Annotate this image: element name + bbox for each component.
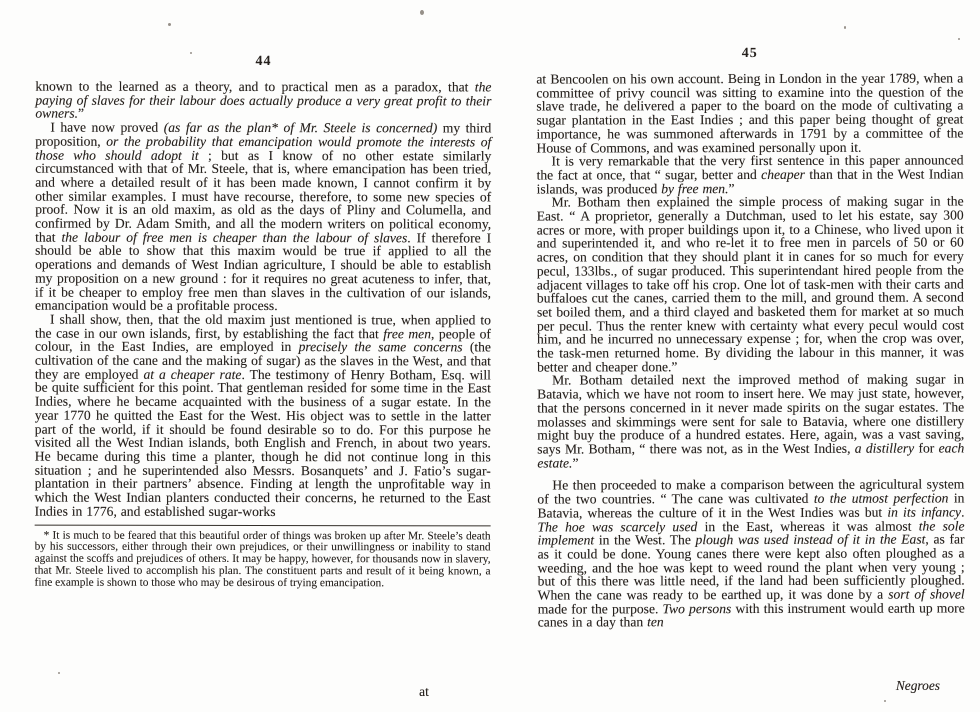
page-number-left: 44 xyxy=(255,53,272,70)
page-44 xyxy=(35,54,492,590)
scan-speck xyxy=(420,10,424,15)
paragraph: He then proceeded to make a comparison between the agricultural system of the two countries. “ The cane was cultivated to the utmost perfection in Batavia, whereas the culture of it in the West Indies was but in its infancy. The hoe was scarcely used in the East, whereas it was almost the sole implement in the West. The plough was used instead of it in the East, as far as it could be done. Young canes there were kept also often ploughed as a weeding, and the hoe was kept to weed round the plant when very young ; but of this there was little need, if the land had been sufficiently ploughed. When the cane was ready to be earthed up, it was done by a sort of shovel made for the purpose. Two persons with this instrument would earth up more canes in a day than ten xyxy=(537,476,965,630)
paragraph: at Bencoolen on his own account. Being in London in the year 1789, when a committee of privy council was sitting to examine into the question of the slave trade, he delivered a paper to the board on the mode of cultivating a sugar plantation in the East Indies ; and this paper being thought of great importance, he was summoned afterwards in 1791 by a committee of the House of Commons, and was examined personally upon it. xyxy=(536,70,964,156)
catchword-right: Negroes xyxy=(895,678,940,693)
catchword-left: at xyxy=(419,684,429,699)
scan-speck xyxy=(190,52,192,54)
scan-speck xyxy=(844,26,846,29)
paragraph: known to the learned as a theory, and to practical men as a paradox, that the paying of slaves for their labour does actually produce a very great profit to their owners.” xyxy=(35,78,492,122)
page-44-footnote xyxy=(35,530,491,590)
paragraph: * It is much to be feared that this beautiful order of things was broken up after Mr. Steele’s death by his successors, either through their own prejudices, or their unwillingness or inability to stand against the scoffs and prejudices of others. It may be happy, however, for thousands now in slavery, that Mr. Steele lived to accomplish his plan. The constituent parts and result of it being known, a fine example is shown to those who may be desirous of trying emancipation. xyxy=(34,529,491,589)
scan-speck xyxy=(168,23,171,26)
paragraph: Mr. Botham then explained the simple process of making sugar in the East. “ A proprietor, generally a Dutchman, used to let his estate, say 300 acres or more, with proper buildings upon it, to a Chinese, who lived upon it and superintended it, and who re-let it to free men in parcels of 50 or 60 acres, on condition that they should plant it in canes for so much for every pecul, 133lbs., of sugar produced. This superintendant hired people from the adjacent villages to take off his crop. One lot of task-men with their carts and buffaloes cut the canes, carried them to the mill, and ground them. A second set boiled them, and a third clayed and basketed them for market at so much per pecul. Thus the renter knew with certainty what every pecul would cost him, and he incurred no unnecessary expense ; for, when the crop was over, the task-men returned home. By dividing the labour in this manner, it was better and cheaper done.” xyxy=(536,193,965,375)
page-45-body-text xyxy=(536,71,964,629)
footnote-divider-rule xyxy=(35,524,491,526)
page-number-right: 45 xyxy=(741,45,758,62)
page-45 xyxy=(536,45,965,629)
scan-speck xyxy=(884,700,886,702)
paragraph: I have now proved (as far as the plan* of Mr. Steele is concerned) my third proposition, or the probability that emancipation would promote the interests of those who should adopt it ; but as I know of no other estate similarly circumstanced with that of Mr. Steele, that is, where emancipation has been tried, and where a detailed result of it has been made known, I cannot confirm it by other similar examples. I must have recourse, therefore, to some new species of proof. Now it is an old maxim, as old as the days of Pliny and Columella, and confirmed by Dr. Adam Smith, and all the modern writers on political economy, that the labour of free men is cheaper than the labour of slaves. If therefore I should be able to show that this maxim would be true if applied to all the operations and demands of West Indian agriculture, I should be able to establish my proposition on a new ground : for it requires no great acuteness to infer, that, if it be cheaper to employ free men than slaves in the cultivation of our islands, emancipation would be a profitable process. xyxy=(35,119,492,314)
scan-speck xyxy=(958,38,960,40)
scan-speck xyxy=(58,672,60,674)
page-44-body-text xyxy=(35,80,492,519)
paragraph: It is very remarkable that the very first sentence in this paper announced the fact at once, that “ sugar, better and cheaper than that in the West Indian islands, was produced by free men.” xyxy=(536,152,964,197)
paragraph: Mr. Botham detailed next the improved method of making sugar in Batavia, which we have not room to insert here. We may just state, however, that the persons concerned in it never made spirits on the sugar estates. The molasses and skimmings were sent for sale to Batavia, where one distillery might buy the produce of a hundred estates. Here, again, was a vast saving, says Mr. Botham, “ there was not, as in the West Indies, a distillery for each estate.” xyxy=(537,371,965,471)
paragraph: I shall show, then, that the old maxim just mentioned is true, when applied to the case in our own islands, first, by establishing the fact that free men, people of colour, in the East Indies, are employed in precisely the same concerns (the cultivation of the cane and the making of sugar) as the slaves in the West, and that they are employed at a cheaper rate. The testimony of Henry Botham, Esq. will be quite sufficient for this point. That gentleman resided for some time in the East Indies, where he became acquainted with the business of a sugar estate. In the year 1770 he quitted the East for the West. His object was to settle in the latter part of the world, if it should be found desirable so to do. For this purpose he visited all the West Indian islands, both English and French, in about two years. He became during this time a planter, though he did not continue long in this situation ; and he superintended also Messrs. Bosanquets’ and J. Fatio’s sugar-plantation in their partners’ absence. Finding at length the unprofitable way in which the West Indian planters conducted their concerns, he returned to the East Indies in 1776, and established sugar-works xyxy=(34,311,492,519)
